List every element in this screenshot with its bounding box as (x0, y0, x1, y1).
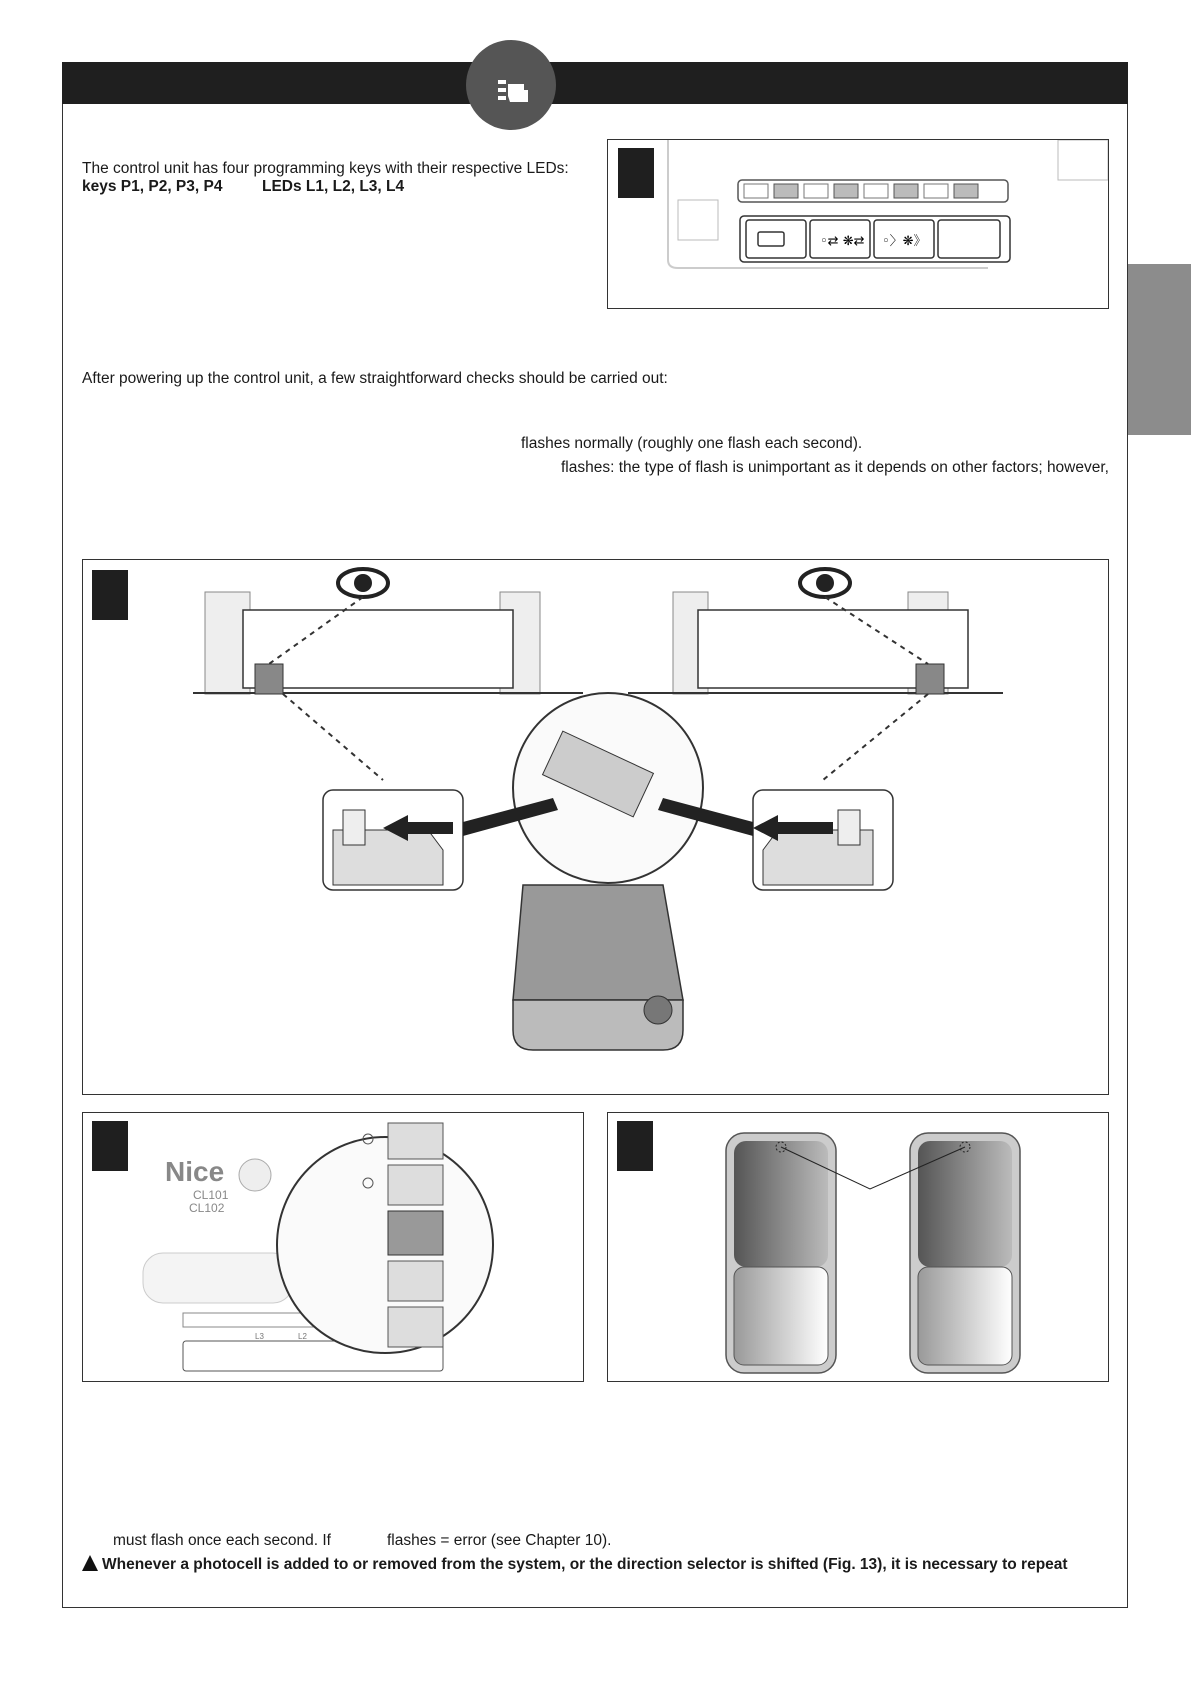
checks-intro: After powering up the control unit, a few straightforward checks should be carried out: (82, 370, 668, 387)
keys-label: keys P1, P2, P3, P4 (82, 178, 223, 195)
must-flash-text: must flash once each second. If (113, 1532, 331, 1549)
figure-direction-selector (82, 559, 1109, 1095)
figure-photocells (607, 1112, 1109, 1382)
header-bar (62, 62, 1128, 104)
eye-icon (800, 569, 850, 597)
figure-control-board (82, 1112, 584, 1382)
flash-normal-text: flashes normally (roughly one flash each second). (521, 435, 863, 452)
control-board-drawing (83, 1113, 583, 1381)
led-label-l3: L3 (255, 1332, 264, 1341)
hand-pointer-icon (466, 40, 556, 130)
warning-text: Whenever a photocell is added to or removed from the system, or the direction selector is shifted (Fig. 13), it is necessary to repeat (102, 1556, 1068, 1573)
section-badge (466, 40, 556, 130)
warning-note (82, 1555, 1068, 1574)
figure-control-keys (607, 139, 1109, 309)
svg-text:◦〉❋》: ◦〉❋》 (882, 234, 927, 249)
eye-icon (338, 569, 388, 597)
flash-type-text: flashes: the type of flash is unimportant as it depends on other factors; however, (561, 459, 1109, 476)
control-keys-drawing (608, 140, 1108, 308)
svg-text:◦⇄ ❋⇄: ◦⇄ ❋⇄ (820, 234, 865, 249)
leds-label: LEDs L1, L2, L3, L4 (262, 178, 405, 195)
warning-icon (82, 1555, 98, 1571)
photocells-drawing (608, 1113, 1108, 1381)
intro-text: The control unit has four programming keys with their respective LEDs: (82, 160, 569, 177)
led-label-l2: L2 (298, 1332, 307, 1341)
brand-logo: Nice (165, 1156, 225, 1187)
chapter-side-tab (1128, 264, 1191, 435)
model-label-1: CL101 (193, 1188, 229, 1202)
error-text: flashes = error (see Chapter 10). (387, 1532, 612, 1549)
direction-selector-drawing (83, 560, 1108, 1094)
model-label-2: CL102 (189, 1201, 225, 1215)
